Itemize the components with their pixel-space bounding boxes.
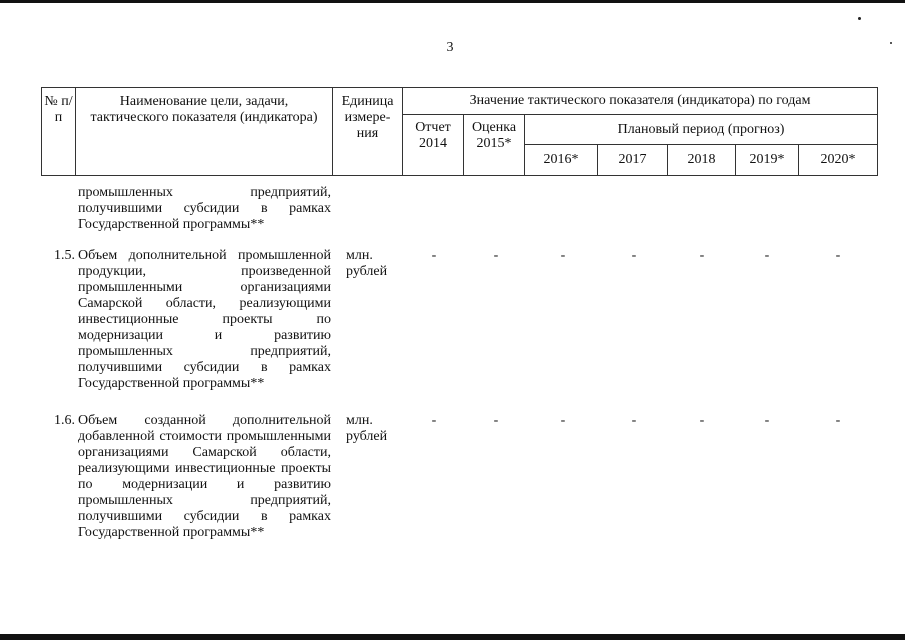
header-values-title: Значение тактического показателя (индикатора) по годам bbox=[403, 88, 878, 115]
value-2020: - bbox=[835, 248, 841, 263]
row-name: Объем дополнительной промышленной продукции, произведенной промышленными организациями Самарской области, реализующими инвестиционные проекты по модернизации и развитию промышленных предприятий, получившими субсидии в рамках Государственной программы** bbox=[78, 248, 331, 391]
row-unit: млн. рублей bbox=[346, 413, 388, 444]
header-estimate: Оценка 2015* bbox=[464, 115, 525, 176]
header-unit: Единица измере- ния bbox=[333, 88, 403, 176]
header-year: 2016* bbox=[525, 145, 598, 176]
value-2017: - bbox=[631, 248, 637, 263]
scan-speck bbox=[858, 17, 861, 20]
top-scan-border bbox=[0, 0, 905, 3]
page-number: 3 bbox=[446, 40, 454, 55]
header-name: Наименование цели, задачи, тактического показателя (индикатора) bbox=[76, 88, 333, 176]
header-year: 2019* bbox=[736, 145, 799, 176]
indicator-table-header bbox=[41, 87, 878, 176]
header-year: 2020* bbox=[799, 145, 878, 176]
row-number: 1.5. bbox=[54, 248, 75, 263]
value-2016: - bbox=[560, 248, 566, 263]
header-plan-title: Плановый период (прогноз) bbox=[525, 115, 878, 145]
row-unit: млн. рублей bbox=[346, 248, 388, 279]
scan-speck bbox=[890, 42, 892, 44]
value-estimate: - bbox=[493, 248, 499, 263]
bottom-scan-border bbox=[0, 634, 905, 640]
header-report: Отчет 2014 bbox=[403, 115, 464, 176]
value-report: - bbox=[431, 248, 437, 263]
value-report: - bbox=[431, 413, 437, 428]
header-num: № п/п bbox=[42, 88, 76, 176]
continuation-text: промышленных предприятий, получившими субсидии в рамках Государственной программы** bbox=[78, 185, 331, 232]
value-2017: - bbox=[631, 413, 637, 428]
value-2018: - bbox=[699, 413, 705, 428]
value-estimate: - bbox=[493, 413, 499, 428]
value-2019: - bbox=[764, 248, 770, 263]
header-year: 2018 bbox=[668, 145, 736, 176]
value-2019: - bbox=[764, 413, 770, 428]
value-2016: - bbox=[560, 413, 566, 428]
header-year: 2017 bbox=[598, 145, 668, 176]
row-name: Объем созданной дополнительной добавленной стоимости промышленными организациями Самарской области, реализующими инвестиционные проекты по модернизации и развитию промышленных предприятий, получившими субсидии в рамках Государственной программы** bbox=[78, 413, 331, 540]
value-2020: - bbox=[835, 413, 841, 428]
row-number: 1.6. bbox=[54, 413, 75, 428]
value-2018: - bbox=[699, 248, 705, 263]
